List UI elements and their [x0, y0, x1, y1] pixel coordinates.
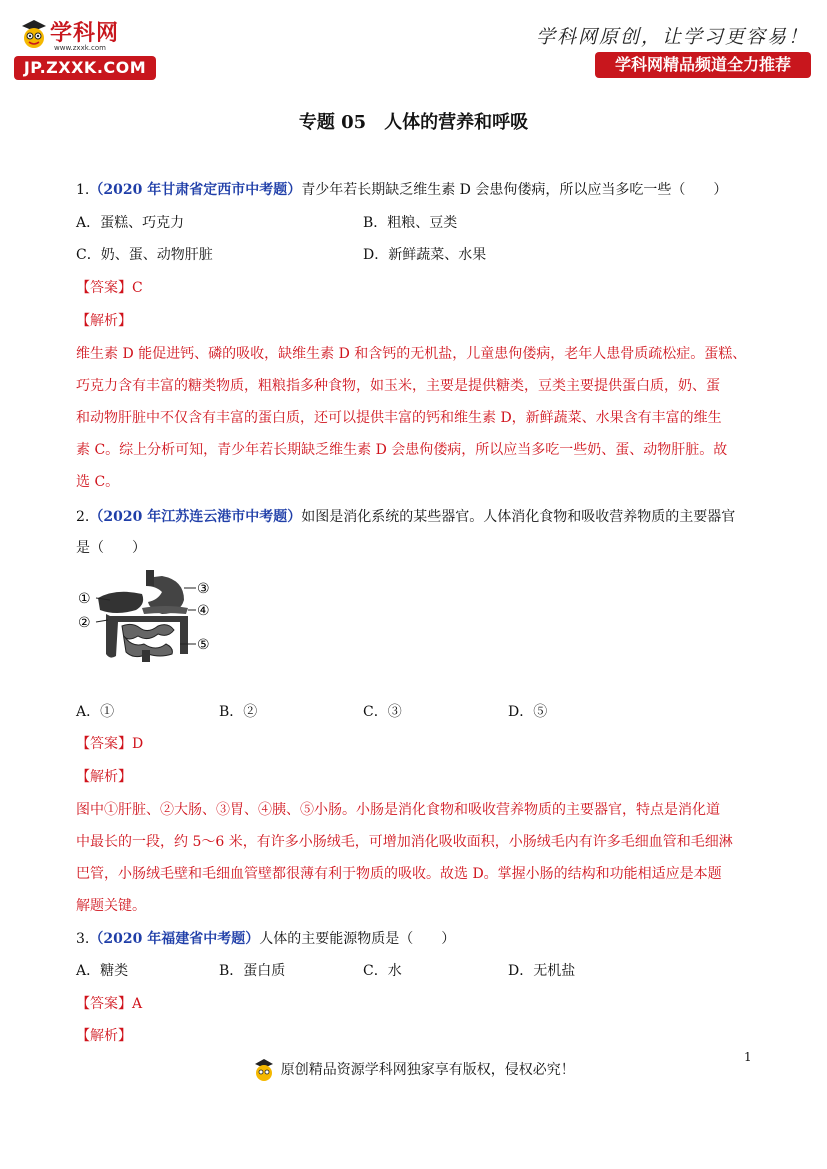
analysis-line: 图中①肝脏、②大肠、③胃、④胰、⑤小肠。小肠是消化食物和吸收营养物质的主要器官，特点是消化道	[76, 802, 720, 818]
logo-text: 学科网	[50, 21, 120, 46]
option-c: C．奶、蛋、动物肝脏	[76, 247, 213, 263]
question-stem: 如图是消化系统的某些器官。人体消化食物和吸收营养物质的主要器官	[301, 509, 736, 525]
logo-url: www.zxxk.com	[54, 44, 106, 52]
analysis-text	[76, 794, 752, 922]
option-d: D．⑤	[508, 704, 548, 720]
figure-label: ⑤	[197, 637, 210, 653]
option-c: C．③	[363, 704, 402, 720]
question-1	[76, 180, 727, 200]
digestive-system-figure	[76, 570, 216, 662]
footer	[0, 1058, 827, 1082]
analysis-line: 和动物肝脏中不仅含有丰富的蛋白质，还可以提供丰富的钙和维生素 D，新鲜蔬菜、水果含有丰富的维生	[76, 410, 722, 426]
mascot-icon	[18, 18, 50, 52]
site-badge[interactable]: JP.ZXXK.COM	[14, 56, 156, 80]
option-b: B．粗粮、豆类	[363, 215, 458, 231]
option-a: A．①	[76, 704, 115, 720]
mascot-icon	[252, 1058, 276, 1082]
analysis-line: 巴管，小肠绒毛壁和毛细血管壁都很薄有利于物质的吸收。故选 D。掌握小肠的结构和功能相适应是本题	[76, 866, 722, 882]
analysis-text	[76, 338, 752, 498]
option-a: A．糖类	[76, 963, 129, 979]
question-source: （2020 年甘肃省定西市中考题）	[89, 182, 302, 198]
question-stem: 人体的主要能源物质是（ ）	[259, 931, 456, 947]
footer-text: 原创精品资源学科网独家享有版权，侵权必究！	[280, 1062, 575, 1078]
option-d: D．新鲜蔬菜、水果	[363, 247, 487, 263]
question-source: （2020 年福建省中考题）	[89, 931, 260, 947]
analysis-line: 维生素 D 能促进钙、磷的吸收，缺维生素 D 和含钙的无机盐，儿童患佝偻病，老年人患骨质疏松症。蛋糕、	[76, 346, 747, 362]
answer: 【答案】C	[76, 280, 143, 296]
option-a: A．蛋糕、巧克力	[76, 215, 185, 231]
question-number: 2.	[76, 509, 90, 525]
recommend-banner: 学科网精品频道全力推荐	[595, 52, 811, 78]
analysis-line: 选 C。	[76, 474, 120, 490]
question-stem-cont: 是（ ）	[76, 540, 146, 556]
answer: 【答案】D	[76, 736, 144, 752]
analysis-line: 中最长的一段，约 5～6 米，有许多小肠绒毛，可增加消化吸收面积，小肠绒毛内有许多毛细血管和毛细淋	[76, 834, 733, 850]
question-2	[76, 507, 735, 527]
analysis-label: 【解析】	[76, 769, 132, 785]
page-number: 1	[744, 1050, 752, 1064]
page-title: 专题 05 人体的营养和呼吸	[298, 112, 529, 133]
analysis-label: 【解析】	[76, 1028, 132, 1044]
slogan: 学科网原创，让学习更容易！	[535, 26, 809, 48]
question-3	[76, 929, 455, 949]
figure-label: ③	[197, 581, 210, 597]
analysis-line: 巧克力含有丰富的糖类物质，粗粮指多种食物，如玉米，主要是提供糖类，豆类主要提供蛋白质，奶、蛋	[76, 378, 720, 394]
question-stem: 青少年若长期缺乏维生素 D 会患佝偻病，所以应当多吃一些（ ）	[301, 182, 728, 198]
option-d: D．无机盐	[508, 963, 576, 979]
question-number: 3.	[76, 931, 90, 947]
analysis-line: 素 C。综上分析可知，青少年若长期缺乏维生素 D 会患佝偻病，所以应当多吃一些奶、蛋、动物肝脏。故	[76, 442, 728, 458]
answer: 【答案】A	[76, 996, 143, 1012]
figure-label: ④	[197, 603, 210, 619]
option-b: B．蛋白质	[219, 963, 286, 979]
logo	[14, 14, 156, 82]
analysis-line: 解题关键。	[76, 898, 146, 914]
figure-label: ②	[78, 615, 91, 631]
option-b: B．②	[219, 704, 258, 720]
analysis-label: 【解析】	[76, 313, 132, 329]
question-number: 1.	[76, 182, 90, 198]
option-c: C．水	[363, 963, 402, 979]
question-source: （2020 年江苏连云港市中考题）	[89, 509, 302, 525]
figure-label: ①	[78, 591, 91, 607]
